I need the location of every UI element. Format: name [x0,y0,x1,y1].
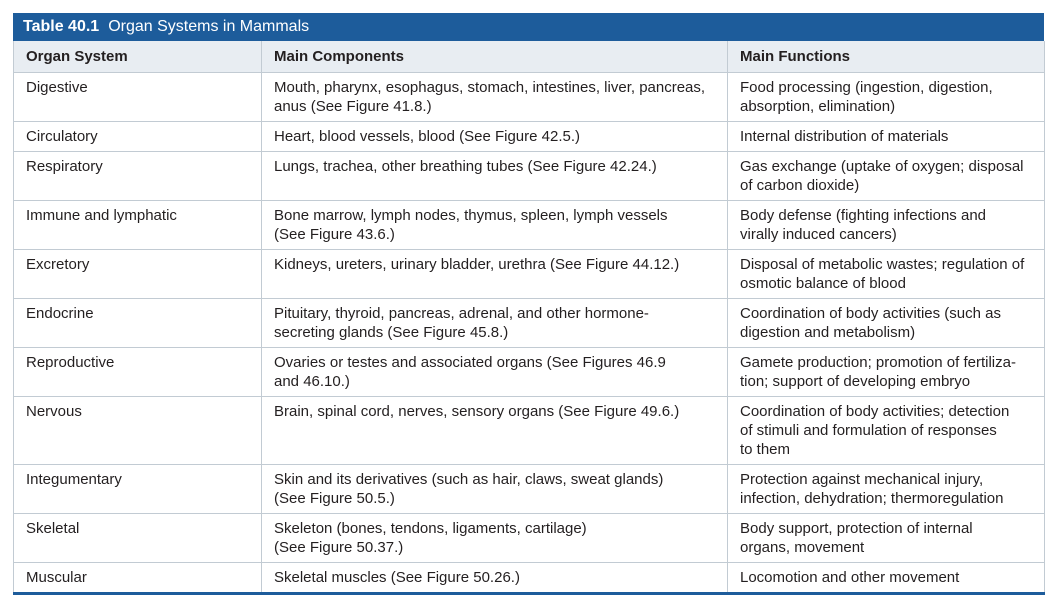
table-header [14,41,1045,73]
table-row [14,563,1045,594]
table-row [14,397,1045,465]
table-row [14,514,1045,563]
table-row [14,348,1045,397]
table-row [14,299,1045,348]
organ-system-cell: Immune and lymphatic [14,201,262,250]
main-functions-cell: Locomotion and other movement [728,563,1045,594]
table-row [14,465,1045,514]
main-components-cell: Kidneys, ureters, urinary bladder, urethra (See Figure 44.12.) [262,250,728,299]
table-row [14,250,1045,299]
main-components-cell: Brain, spinal cord, nerves, sensory organs (See Figure 49.6.) [262,397,728,465]
main-functions-cell: Protection against mechanical injury, infection, dehydration; thermoregulation [728,465,1045,514]
main-components-cell: Bone marrow, lymph nodes, thymus, spleen, lymph vessels (See Figure 43.6.) [262,201,728,250]
main-functions-cell: Internal distribution of materials [728,122,1045,152]
organ-systems-grid [13,41,1045,595]
organ-system-cell: Nervous [14,397,262,465]
organ-system-cell: Excretory [14,250,262,299]
organ-system-cell: Endocrine [14,299,262,348]
column-header-main-components: Main Components [262,41,728,73]
organ-system-cell: Circulatory [14,122,262,152]
main-functions-cell: Body defense (fighting infections and virally induced cancers) [728,201,1045,250]
main-functions-cell: Coordination of body activities; detection of stimuli and formulation of responses to them [728,397,1045,465]
main-components-cell: Skeletal muscles (See Figure 50.26.) [262,563,728,594]
main-functions-cell: Body support, protection of internal organs, movement [728,514,1045,563]
main-components-cell: Lungs, trachea, other breathing tubes (See Figure 42.24.) [262,152,728,201]
table-title: Organ Systems in Mammals [108,18,310,35]
main-functions-cell: Food processing (ingestion, digestion, absorption, elimination) [728,73,1045,122]
main-components-cell: Heart, blood vessels, blood (See Figure 42.5.) [262,122,728,152]
main-components-cell: Pituitary, thyroid, pancreas, adrenal, and other hormone- secreting glands (See Figure 45.8.) [262,299,728,348]
column-header-main-functions: Main Functions [728,41,1045,73]
main-components-cell: Mouth, pharynx, esophagus, stomach, intestines, liver, pancreas, anus (See Figure 41.8.) [262,73,728,122]
organ-system-cell: Respiratory [14,152,262,201]
organ-systems-table [13,13,1044,595]
table-header-row [14,41,1045,73]
main-components-cell: Skin and its derivatives (such as hair, claws, sweat glands) (See Figure 50.5.) [262,465,728,514]
table-title-bar [13,13,1044,41]
table-row [14,122,1045,152]
table-row [14,201,1045,250]
table-row [14,152,1045,201]
organ-system-cell: Reproductive [14,348,262,397]
organ-system-cell: Skeletal [14,514,262,563]
organ-system-cell: Muscular [14,563,262,594]
main-components-cell: Skeleton (bones, tendons, ligaments, cartilage) (See Figure 50.37.) [262,514,728,563]
table-row [14,73,1045,122]
main-components-cell: Ovaries or testes and associated organs (See Figures 46.9 and 46.10.) [262,348,728,397]
main-functions-cell: Disposal of metabolic wastes; regulation of osmotic balance of blood [728,250,1045,299]
main-functions-cell: Gamete production; promotion of fertiliza- tion; support of developing embryo [728,348,1045,397]
organ-system-cell: Integumentary [14,465,262,514]
organ-system-cell: Digestive [14,73,262,122]
column-header-organ-system: Organ System [14,41,262,73]
main-functions-cell: Coordination of body activities (such as digestion and metabolism) [728,299,1045,348]
main-functions-cell: Gas exchange (uptake of oxygen; disposal of carbon dioxide) [728,152,1045,201]
table-body [14,73,1045,594]
table-number-label: Table 40.1 [23,18,100,35]
